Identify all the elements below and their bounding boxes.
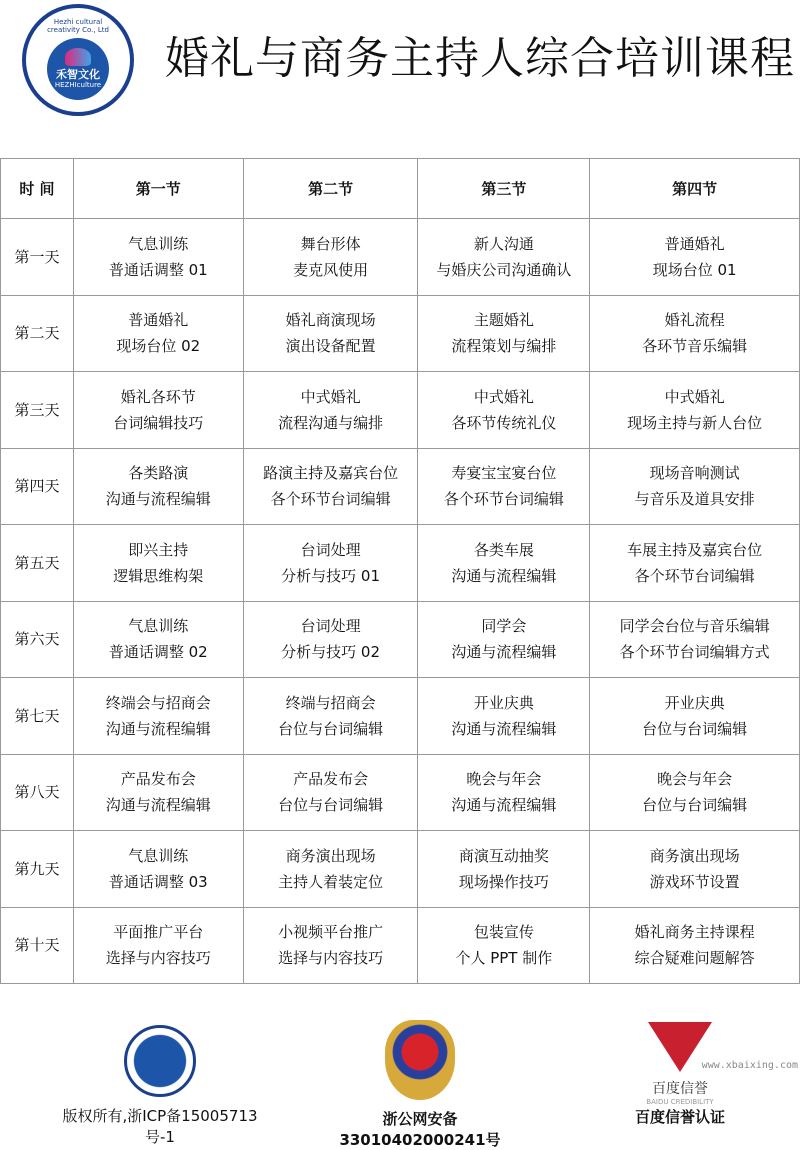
course-cell bbox=[243, 754, 418, 831]
course-cell bbox=[418, 219, 590, 296]
day-cell: 第四天 bbox=[1, 448, 74, 525]
course-cell bbox=[73, 754, 243, 831]
table-row bbox=[1, 219, 800, 296]
baidu-credibility-text[interactable]: 百度信誉认证 bbox=[634, 1108, 725, 1126]
course-line: 各个环节台词编辑 bbox=[634, 566, 755, 585]
course-line: 综合疑难问题解答 bbox=[634, 949, 755, 968]
course-line: 商务演出现场 bbox=[285, 846, 376, 865]
day-cell: 第六天 bbox=[1, 601, 74, 678]
logo-ring-text: Hezhi cultural creativity Co., Ltd bbox=[47, 18, 109, 34]
course-line: 普通话调整 02 bbox=[108, 643, 208, 662]
course-line: 晚会与年会 bbox=[466, 770, 542, 789]
course-cell bbox=[243, 448, 418, 525]
course-line: 流程策划与编排 bbox=[451, 337, 557, 356]
course-line: 即兴主持 bbox=[128, 540, 189, 559]
course-line: 流程沟通与编排 bbox=[278, 413, 384, 432]
course-cell bbox=[243, 601, 418, 678]
course-cell bbox=[418, 907, 590, 984]
course-line: 气息训练 bbox=[128, 617, 189, 636]
course-line: 台词处理 bbox=[300, 540, 361, 559]
course-line: 同学会 bbox=[481, 617, 527, 636]
course-line: 商演互动抽奖 bbox=[458, 846, 549, 865]
course-line: 中式婚礼 bbox=[300, 387, 361, 406]
course-line: 婚礼各环节 bbox=[120, 387, 196, 406]
course-cell bbox=[73, 831, 243, 908]
course-line: 开业庆典 bbox=[473, 693, 534, 712]
course-line: 普通话调整 03 bbox=[108, 872, 208, 891]
course-cell bbox=[590, 219, 800, 296]
table-row bbox=[1, 601, 800, 678]
course-cell bbox=[73, 907, 243, 984]
police-badge-icon bbox=[385, 1020, 455, 1100]
course-line: 沟通与流程编辑 bbox=[451, 566, 557, 585]
course-cell bbox=[590, 601, 800, 678]
table-row bbox=[1, 831, 800, 908]
page-title: 婚礼与商务主持人综合培训课程 bbox=[165, 33, 795, 84]
day-cell: 第十天 bbox=[1, 907, 74, 984]
course-cell bbox=[73, 372, 243, 449]
course-table bbox=[0, 158, 800, 984]
day-cell: 第九天 bbox=[1, 831, 74, 908]
course-line: 选择与内容技巧 bbox=[105, 949, 211, 968]
column-header: 第四节 bbox=[590, 159, 800, 219]
course-cell bbox=[73, 601, 243, 678]
course-line: 终端与招商会 bbox=[285, 693, 376, 712]
course-cell bbox=[590, 372, 800, 449]
course-line: 沟通与流程编辑 bbox=[105, 490, 211, 509]
logo-wave-icon bbox=[65, 48, 91, 66]
course-line: 普通话调整 01 bbox=[108, 260, 208, 279]
table-row bbox=[1, 448, 800, 525]
course-line: 中式婚礼 bbox=[473, 387, 534, 406]
company-badge-icon bbox=[124, 1025, 196, 1097]
table-row bbox=[1, 295, 800, 372]
course-line: 分析与技巧 02 bbox=[281, 643, 380, 662]
course-line: 主题婚礼 bbox=[473, 311, 534, 330]
course-line: 婚礼流程 bbox=[664, 311, 725, 330]
course-line: 选择与内容技巧 bbox=[278, 949, 384, 968]
course-line: 小视频平台推广 bbox=[278, 923, 384, 942]
course-line: 终端会与招商会 bbox=[105, 693, 211, 712]
course-line: 游戏环节设置 bbox=[649, 872, 740, 891]
course-cell bbox=[243, 678, 418, 755]
course-line: 沟通与流程编辑 bbox=[105, 719, 211, 738]
course-line: 现场音响测试 bbox=[649, 464, 740, 483]
table-row bbox=[1, 754, 800, 831]
icp-text[interactable]: 版权所有,浙ICP备15005713号-1 bbox=[62, 1107, 258, 1146]
course-line: 各环节音乐编辑 bbox=[642, 337, 748, 356]
course-cell bbox=[73, 678, 243, 755]
course-line: 各个环节台词编辑 bbox=[270, 490, 391, 509]
course-line: 寿宴宝宝宴台位 bbox=[451, 464, 557, 483]
course-cell bbox=[418, 754, 590, 831]
course-cell bbox=[418, 831, 590, 908]
police-record-text[interactable]: 浙公网安备 33010402000241号 bbox=[339, 1110, 501, 1149]
day-cell: 第八天 bbox=[1, 754, 74, 831]
course-line: 沟通与流程编辑 bbox=[451, 796, 557, 815]
course-line: 现场台位 01 bbox=[652, 260, 737, 279]
course-line: 个人 PPT 制作 bbox=[455, 949, 553, 968]
course-line: 气息训练 bbox=[128, 234, 189, 253]
course-line: 麦克风使用 bbox=[293, 260, 369, 279]
footer-baidu bbox=[620, 1022, 740, 1127]
course-line: 现场主持与新人台位 bbox=[627, 413, 763, 432]
course-line: 车展主持及嘉宾台位 bbox=[627, 540, 763, 559]
course-line: 台词处理 bbox=[300, 617, 361, 636]
table-row bbox=[1, 907, 800, 984]
course-line: 沟通与流程编辑 bbox=[451, 719, 557, 738]
course-cell bbox=[243, 219, 418, 296]
course-line: 台位与台词编辑 bbox=[642, 796, 748, 815]
course-line: 普通婚礼 bbox=[128, 311, 189, 330]
course-cell bbox=[243, 525, 418, 602]
course-line: 沟通与流程编辑 bbox=[105, 796, 211, 815]
logo-en: HEZHIculture bbox=[54, 81, 102, 89]
course-line: 台位与台词编辑 bbox=[642, 719, 748, 738]
course-line: 路演主持及嘉宾台位 bbox=[263, 464, 399, 483]
day-cell: 第三天 bbox=[1, 372, 74, 449]
course-cell bbox=[590, 448, 800, 525]
column-header: 第二节 bbox=[243, 159, 418, 219]
course-line: 逻辑思维构架 bbox=[113, 566, 204, 585]
company-logo bbox=[22, 4, 134, 116]
watermark: www.xbaixing.com bbox=[701, 1060, 798, 1071]
table-row bbox=[1, 525, 800, 602]
day-cell: 第一天 bbox=[1, 219, 74, 296]
course-line: 台词编辑技巧 bbox=[113, 413, 204, 432]
course-cell bbox=[418, 295, 590, 372]
course-cell bbox=[590, 907, 800, 984]
course-cell bbox=[73, 219, 243, 296]
course-line: 产品发布会 bbox=[293, 770, 369, 789]
course-line: 平面推广平台 bbox=[113, 923, 204, 942]
table-row bbox=[1, 678, 800, 755]
course-line: 同学会台位与音乐编辑 bbox=[619, 617, 770, 636]
course-line: 与音乐及道具安排 bbox=[634, 490, 755, 509]
course-line: 商务演出现场 bbox=[649, 846, 740, 865]
course-line: 现场操作技巧 bbox=[458, 872, 549, 891]
course-line: 各个环节台词编辑 bbox=[443, 490, 564, 509]
course-line: 产品发布会 bbox=[120, 770, 196, 789]
course-cell bbox=[73, 525, 243, 602]
table-row bbox=[1, 372, 800, 449]
course-line: 各类车展 bbox=[473, 540, 534, 559]
course-line: 开业庆典 bbox=[664, 693, 725, 712]
course-line: 包装宣传 bbox=[473, 923, 534, 942]
course-cell bbox=[243, 831, 418, 908]
course-line: 中式婚礼 bbox=[664, 387, 725, 406]
day-cell: 第七天 bbox=[1, 678, 74, 755]
course-cell bbox=[418, 525, 590, 602]
course-line: 现场台位 02 bbox=[116, 337, 201, 356]
logo-cn: 禾智文化 bbox=[56, 68, 100, 81]
course-cell bbox=[590, 831, 800, 908]
course-line: 气息训练 bbox=[128, 846, 189, 865]
baidu-sub-text: BAIDU CREDIBILITY bbox=[646, 1098, 714, 1106]
course-line: 演出设备配置 bbox=[285, 337, 376, 356]
course-cell bbox=[590, 754, 800, 831]
course-cell bbox=[590, 295, 800, 372]
day-cell: 第二天 bbox=[1, 295, 74, 372]
course-line: 各个环节台词编辑方式 bbox=[619, 643, 770, 662]
course-line: 婚礼商演现场 bbox=[285, 311, 376, 330]
course-cell bbox=[73, 448, 243, 525]
course-cell bbox=[243, 295, 418, 372]
course-cell bbox=[243, 372, 418, 449]
column-header: 第三节 bbox=[418, 159, 590, 219]
course-line: 与婚庆公司沟通确认 bbox=[436, 260, 572, 279]
course-line: 分析与技巧 01 bbox=[281, 566, 380, 585]
course-line: 沟通与流程编辑 bbox=[451, 643, 557, 662]
column-header: 时 间 bbox=[1, 159, 74, 219]
footer-copyright bbox=[55, 1025, 265, 1147]
course-cell bbox=[418, 448, 590, 525]
course-cell bbox=[243, 907, 418, 984]
course-cell bbox=[590, 525, 800, 602]
baidu-logo-text: 百度信誉 bbox=[652, 1081, 708, 1097]
course-line: 台位与台词编辑 bbox=[278, 796, 384, 815]
course-cell bbox=[73, 295, 243, 372]
course-cell bbox=[590, 678, 800, 755]
course-line: 舞台形体 bbox=[300, 234, 361, 253]
course-line: 台位与台词编辑 bbox=[278, 719, 384, 738]
course-cell bbox=[418, 601, 590, 678]
course-line: 主持人着装定位 bbox=[278, 872, 384, 891]
course-line: 婚礼商务主持课程 bbox=[634, 923, 755, 942]
course-line: 各类路演 bbox=[128, 464, 189, 483]
course-line: 普通婚礼 bbox=[664, 234, 725, 253]
column-header: 第一节 bbox=[73, 159, 243, 219]
day-cell: 第五天 bbox=[1, 525, 74, 602]
course-cell bbox=[418, 372, 590, 449]
footer-police bbox=[315, 1020, 525, 1150]
course-line: 新人沟通 bbox=[473, 234, 534, 253]
course-cell bbox=[418, 678, 590, 755]
course-line: 晚会与年会 bbox=[657, 770, 733, 789]
course-line: 各环节传统礼仪 bbox=[451, 413, 557, 432]
